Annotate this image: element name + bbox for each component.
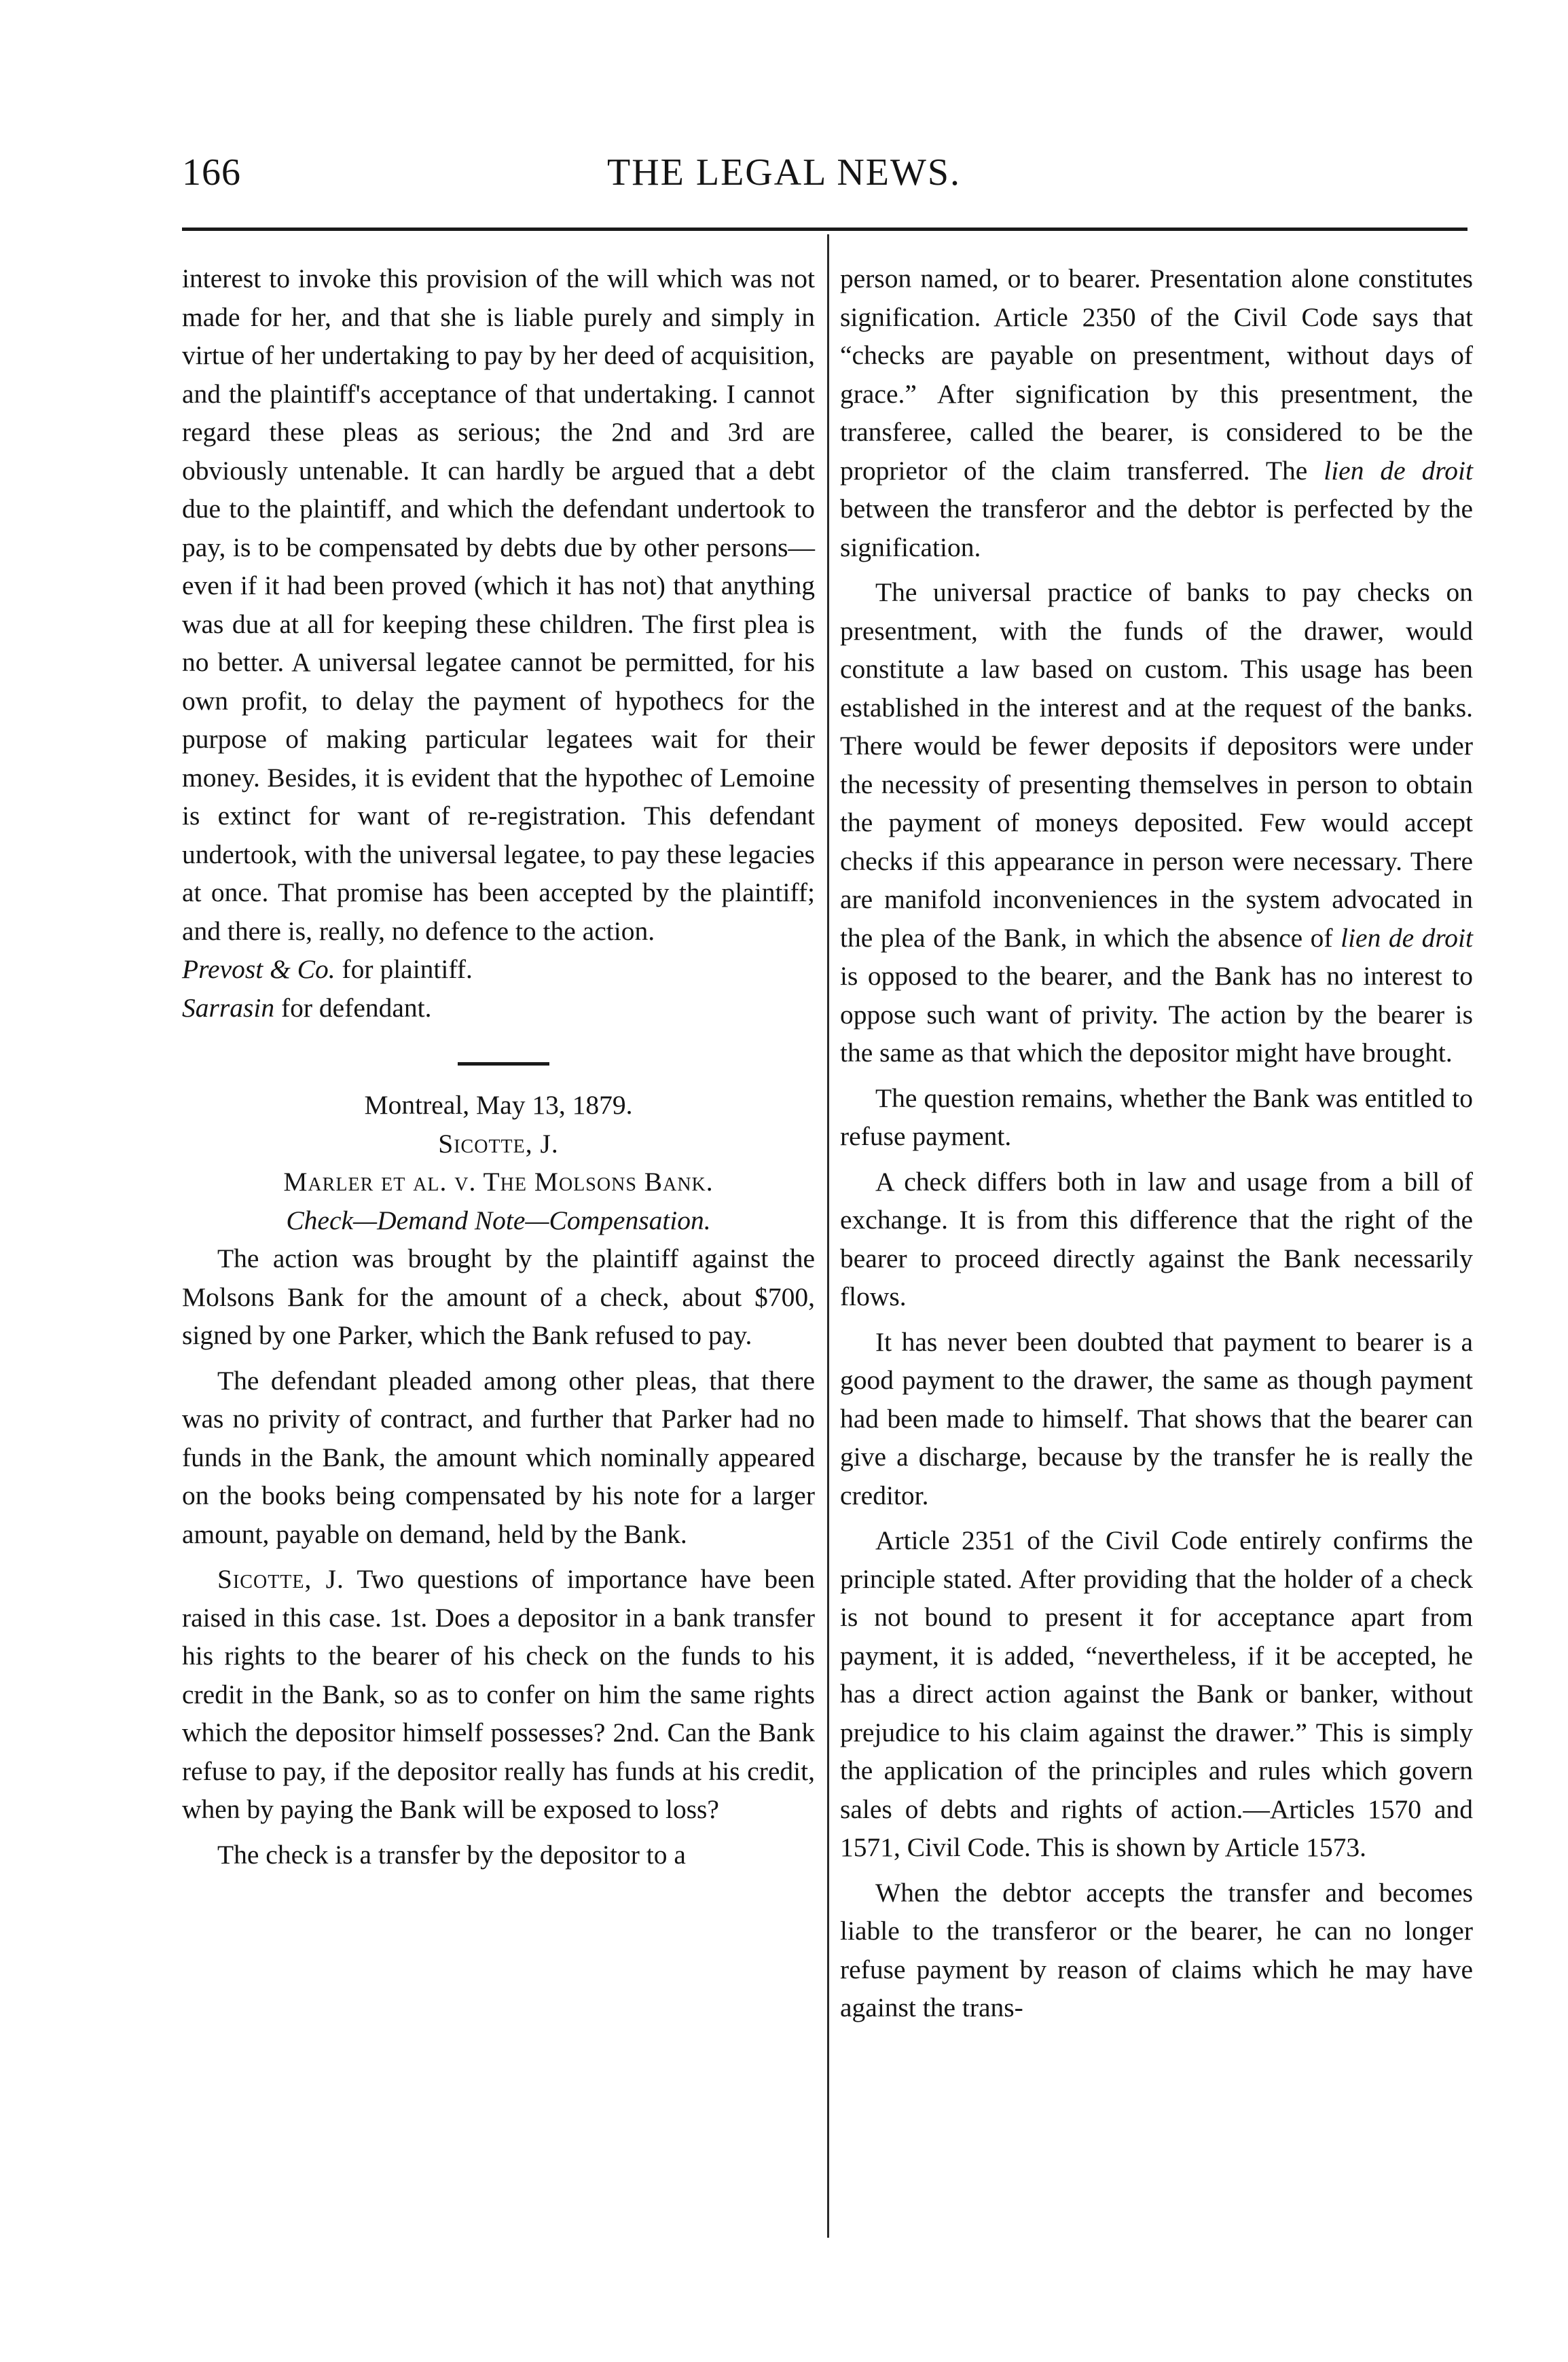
right-p2-lien: lien de droit: [1341, 922, 1474, 953]
case-place-date: Montreal, May 13, 1879.: [364, 1090, 633, 1120]
left-column: [182, 259, 815, 1874]
page-number: 166: [182, 151, 241, 194]
section-divider: [458, 1062, 549, 1066]
case-judge: Sicotte, J.: [438, 1128, 559, 1159]
right-paragraph-1: [840, 259, 1473, 566]
header-rule: [182, 228, 1467, 231]
right-paragraph-7: When the debtor accepts the transfer and becomes liable to the transferor or the bearer, he can no longer refuse payment by reason of claims which he may have against the trans-: [840, 1877, 1473, 2022]
case-headnote: Check—Demand Note—Compensation.: [286, 1205, 711, 1235]
counsel-defendant-name: Sarrasin: [182, 992, 275, 1023]
right-column: [840, 259, 1473, 2027]
counsel-defendant: [182, 989, 815, 1028]
right-paragraph-5: It has never been doubted that payment to bearer is a good payment to the drawer, the same as though payment had been made to himself. That shows that the bearer can give a discharge, because by the transfer he is really the creditor.: [840, 1326, 1473, 1510]
left-paragraph-5: The check is a transfer by the depositor to a: [217, 1839, 686, 1870]
counsel-plaintiff-role: for plaintiff.: [335, 954, 473, 984]
right-paragraph-4: A check differs both in law and usage from a bill of exchange. It is from this difference that the right of the bearer to proceed directly against the Bank necessarily flows.: [840, 1166, 1473, 1311]
right-p1-text-a: person named, or to bearer. Presentation alone constitutes signification. Article 2350 of the Civil Code says that “checks are payable on presentment, without days of grace.” After signification by this presentment, the transferee, called the bearer, is considered to be the proprietor of the claim transferred. The: [840, 264, 1473, 486]
right-paragraph-3: The question remains, whether the Bank was entitled to refuse payment.: [840, 1083, 1473, 1151]
left-paragraph-1: interest to invoke this provision of the will which was not made for her, and that she is liable purely and simply in virtue of her undertaking to pay by her deed of acquisition, and the plaintiff's acceptance of that undertaking. I cannot regard these pleas as serious; the 2nd and 3rd are obviously untenable. It can hardly be argued that a debt due to the plaintiff, and which the defendant undertook to pay, is to be compensated by debts due by other persons—even if it had been proved (which it has not) that anything was due at all for keeping these children. The first plea is no better. A universal legatee cannot be permitted, for his own profit, to delay the payment of hypothecs for the purpose of making particular legatees wait for their money. Besides, it is evident that the hypothec of Lemoine is extinct for want of re-registration. This defendant undertook, with the universal legatee, to pay these legacies at once. That promise has been accepted by the plaintiff; and there is, really, no defence to the action.: [182, 264, 815, 946]
right-p1-lien: lien de droit: [1324, 455, 1474, 486]
right-paragraph-2: [840, 573, 1473, 1072]
opinion-judge-name: Sicotte, J.: [217, 1564, 344, 1594]
left-paragraph-3: The defendant pleaded among other pleas, that there was no privity of contract, and further that Parker had no funds in the Bank, the amount which nominally appeared on the books being compensated by his note for a larger amount, payable on demand, held by the Bank.: [182, 1365, 815, 1549]
left-paragraph-4: [182, 1560, 815, 1829]
counsel-plaintiff: [182, 950, 815, 989]
case-title: Marler et al. v. The Molsons Bank.: [283, 1167, 714, 1197]
counsel-defendant-role: for defendant.: [274, 992, 432, 1023]
left-paragraph-2: The action was brought by the plaintiff against the Molsons Bank for the amount of a check, about $700, signed by one Parker, which the Bank refused to pay.: [182, 1243, 815, 1350]
opinion-text: Two questions of importance have been raised in this case. 1st. Does a depositor in a bank transfer his rights to the bearer of his check on the funds to his credit in the Bank, so as to confer on him the same rights which the depositor himself possesses? 2nd. Can the Bank refuse to pay, if the depositor really has funds at his credit, when by paying the Bank will be exposed to loss?: [182, 1564, 815, 1824]
right-p1-text-b: between the transferor and the debtor is perfected by the signification.: [840, 494, 1473, 562]
counsel-plaintiff-name: Prevost & Co.: [182, 954, 335, 984]
running-title: THE LEGAL NEWS.: [607, 151, 961, 194]
right-paragraph-6: Article 2351 of the Civil Code entirely confirms the principle stated. After providing that the holder of a check is not bound to present it for acceptance apart from payment, it is added, “nevertheless, if it be accepted, he has a direct action against the Bank or banker, without prejudice to his claim against the drawer.” This is simply the application of the principles and rules which govern sales of debts and rights of action.—Articles 1570 and 1571, Civil Code. This is shown by Article 1573.: [840, 1525, 1473, 1862]
column-divider: [827, 234, 829, 2238]
right-p2-text-b: is opposed to the bearer, and the Bank has no interest to oppose such want of privity. The action by the bearer is the same as that which the depositor might have brought.: [840, 961, 1473, 1068]
right-p2-text-a: The universal practice of banks to pay checks on presentment, with the funds of the drawer, would constitute a law based on custom. This usage has been established in the interest and at the request of the banks. There would be fewer deposits if depositors were under the necessity of presenting themselves in person to obtain the payment of moneys deposited. Few would accept checks if this appearance in person were necessary. There are manifold inconveniences in the system advocated in the plea of the Bank, in which the absence of: [840, 577, 1473, 953]
